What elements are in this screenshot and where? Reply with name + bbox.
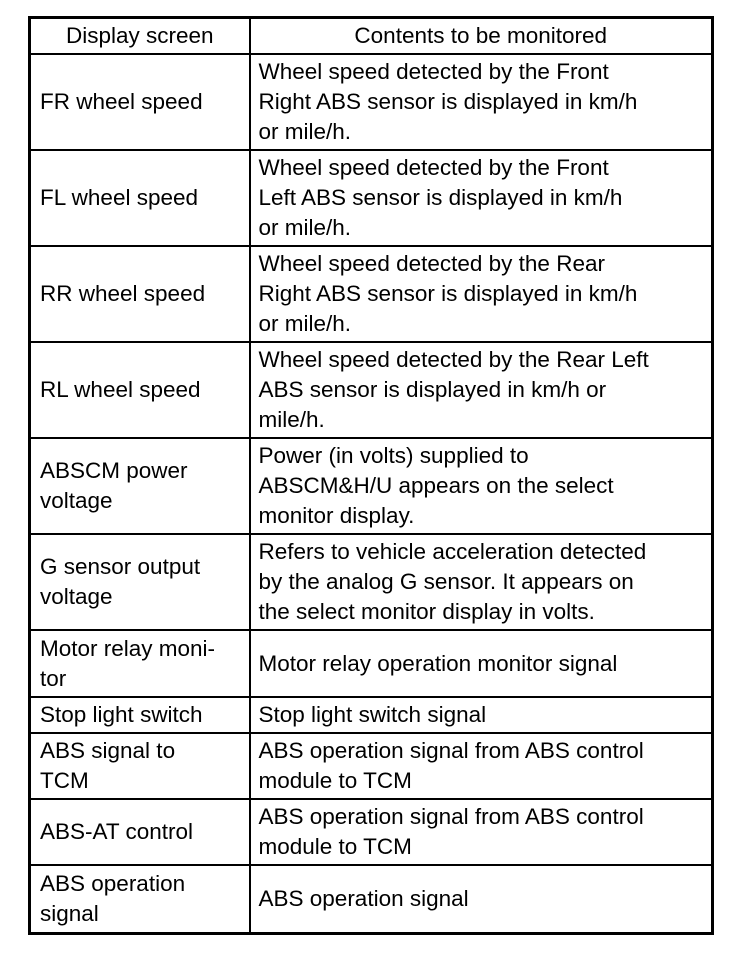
table-row [30, 799, 713, 865]
display-screen-cell: ABS-AT control [30, 799, 250, 865]
display-screen-cell: G sensor output voltage [30, 534, 250, 630]
header-display-screen: Display screen [30, 18, 250, 55]
contents-cell: ABS operation signal [250, 865, 713, 933]
display-screen-cell: Stop light switch [30, 697, 250, 733]
display-screen-cell: RR wheel speed [30, 246, 250, 342]
table-row [30, 54, 713, 150]
display-screen-cell: ABS operation signal [30, 865, 250, 933]
contents-cell: Wheel speed detected by the Rear Right ABS sensor is displayed in km/h or mile/h. [250, 246, 713, 342]
contents-cell: Stop light switch signal [250, 697, 713, 733]
contents-cell: Wheel speed detected by the Front Right ABS sensor is displayed in km/h or mile/h. [250, 54, 713, 150]
table-row [30, 733, 713, 799]
table-row [30, 342, 713, 438]
contents-cell: Motor relay operation monitor signal [250, 630, 713, 697]
table-header-row [30, 18, 713, 55]
table-row [30, 150, 713, 246]
contents-cell: Wheel speed detected by the Front Left ABS sensor is displayed in km/h or mile/h. [250, 150, 713, 246]
contents-cell: ABS operation signal from ABS control module to TCM [250, 799, 713, 865]
display-screen-cell: FR wheel speed [30, 54, 250, 150]
table-row [30, 534, 713, 630]
table-row [30, 438, 713, 534]
header-contents-monitored: Contents to be monitored [250, 18, 713, 55]
table-row [30, 630, 713, 697]
display-screen-cell: RL wheel speed [30, 342, 250, 438]
table-row [30, 865, 713, 933]
display-screen-cell: ABSCM power voltage [30, 438, 250, 534]
contents-cell: Power (in volts) supplied to ABSCM&H/U appears on the select monitor display. [250, 438, 713, 534]
display-screen-cell: Motor relay moni- tor [30, 630, 250, 697]
contents-cell: ABS operation signal from ABS control module to TCM [250, 733, 713, 799]
contents-cell: Refers to vehicle acceleration detected by the analog G sensor. It appears on the select monitor display in volts. [250, 534, 713, 630]
display-screen-cell: FL wheel speed [30, 150, 250, 246]
monitor-items-table [28, 16, 714, 935]
display-screen-cell: ABS signal to TCM [30, 733, 250, 799]
table-row [30, 697, 713, 733]
table-row [30, 246, 713, 342]
contents-cell: Wheel speed detected by the Rear Left ABS sensor is displayed in km/h or mile/h. [250, 342, 713, 438]
